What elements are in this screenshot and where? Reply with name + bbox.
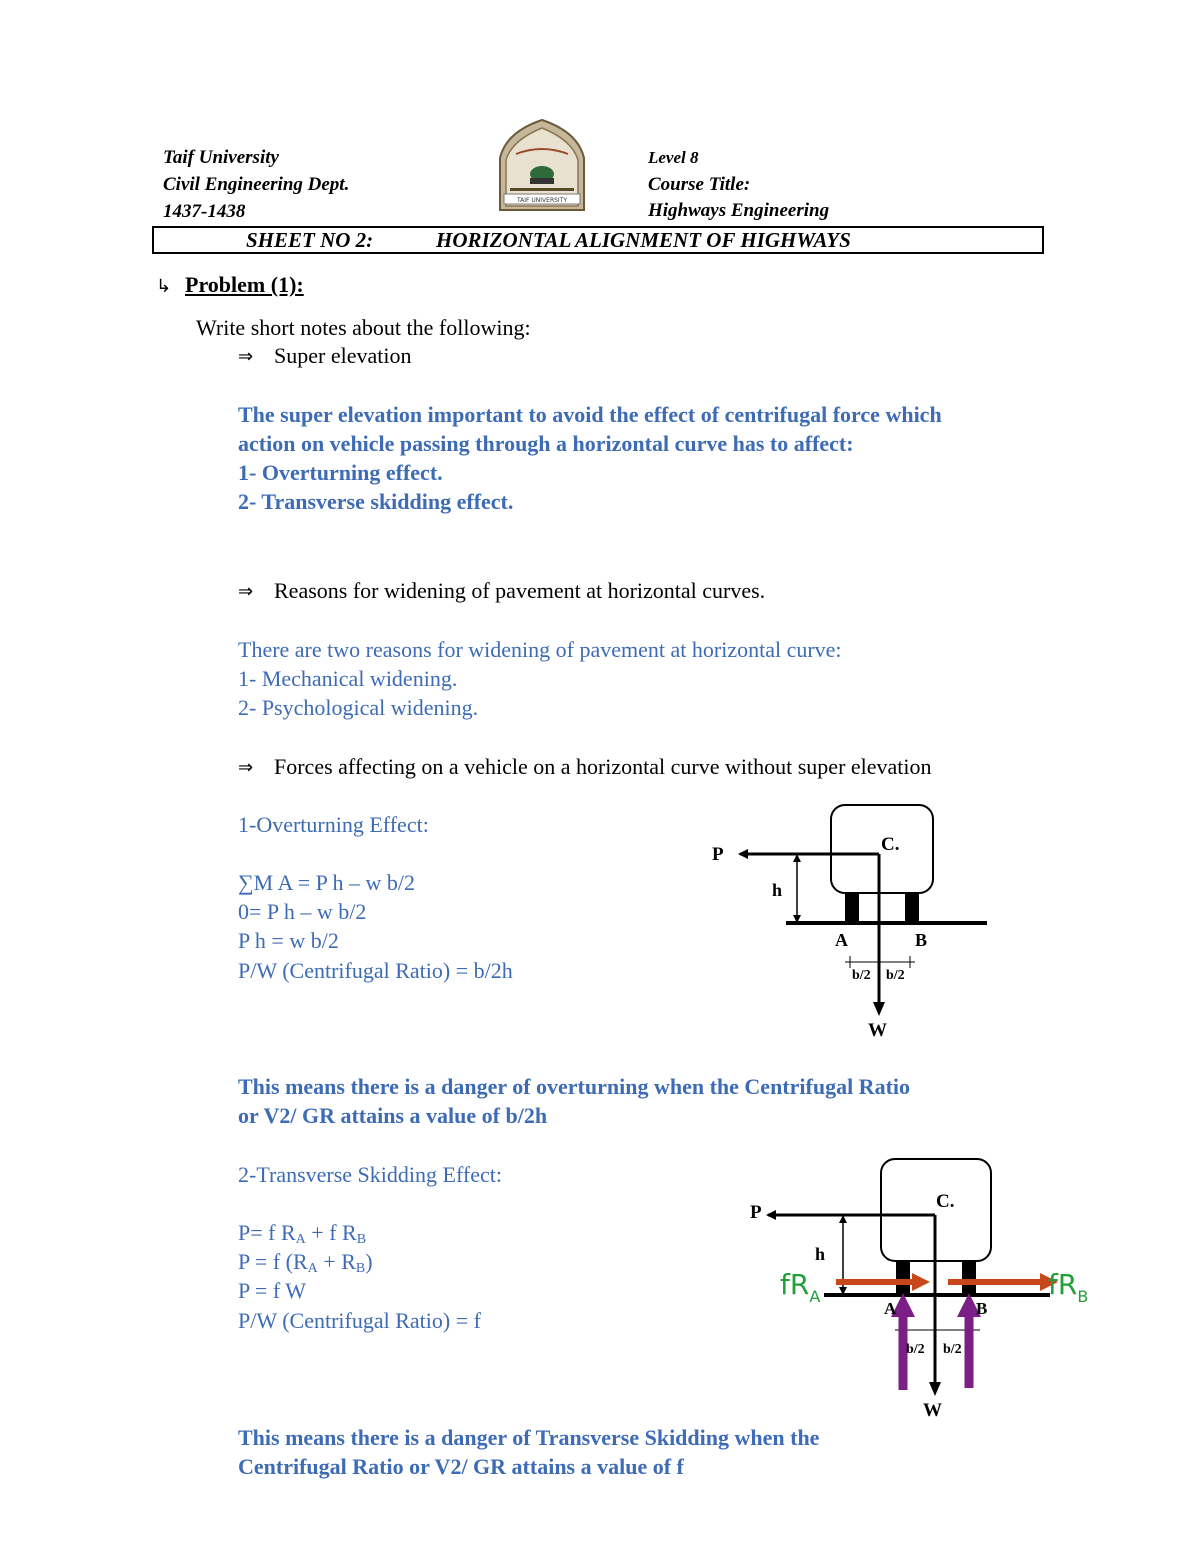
- double-arrow-icon: ⇒: [238, 581, 254, 602]
- label-h: h: [815, 1244, 826, 1264]
- course-title: Highways Engineering: [648, 200, 830, 221]
- label-b2-right: b/2: [886, 968, 905, 983]
- superelevation-item: 2- Transverse skidding effect.: [238, 489, 514, 514]
- bullet-arrow-icon: ↳: [156, 276, 172, 297]
- skidding-conclusion: Centrifugal Ratio or V2/ GR attains a value of f: [238, 1454, 684, 1479]
- course-title-label: Course Title:: [648, 174, 751, 195]
- logo-text: TAIF UNIVERSITY: [516, 197, 568, 204]
- topic-super-elevation: Super elevation: [274, 343, 412, 368]
- overturning-eq3: P h = w b/2: [238, 928, 339, 953]
- label-c: C.: [936, 1191, 955, 1212]
- overturning-conclusion: or V2/ GR attains a value of b/2h: [238, 1103, 548, 1128]
- skidding-eq4: P/W (Centrifugal Ratio) = f: [238, 1308, 481, 1333]
- overturning-title: 1-Overturning Effect:: [238, 812, 429, 837]
- skidding-conclusion: This means there is a danger of Transverse Skidding when the: [238, 1425, 820, 1450]
- wheel-b: [962, 1261, 976, 1295]
- superelevation-line: action on vehicle passing through a horizontal curve has to affect:: [238, 431, 854, 456]
- double-arrow-icon: ⇒: [238, 346, 254, 367]
- double-arrow-icon: ⇒: [238, 757, 254, 778]
- problem-intro: Write short notes about the following:: [196, 315, 531, 340]
- force-w-arrowhead: [929, 1382, 941, 1396]
- label-w: W: [923, 1400, 942, 1421]
- label-b2-left: b/2: [906, 1342, 925, 1357]
- widening-item: 2- Psychological widening.: [238, 695, 479, 720]
- wheel-b: [905, 893, 919, 923]
- label-fra: $fR_A$: [780, 1268, 821, 1306]
- skidding-eq3: P = f W: [238, 1278, 307, 1303]
- topic-widening: Reasons for widening of pavement at horizontal curves.: [274, 578, 766, 603]
- superelevation-item: 1- Overturning effect.: [238, 460, 443, 485]
- superelevation-line: The super elevation important to avoid the effect of centrifugal force which: [238, 402, 942, 427]
- department-name: Civil Engineering Dept.: [163, 174, 350, 195]
- problem-heading: Problem (1):: [185, 272, 304, 297]
- label-c: C.: [881, 834, 900, 855]
- sheet-title: HORIZONTAL ALIGNMENT OF HIGHWAYS: [436, 228, 851, 252]
- widening-item: 1- Mechanical widening.: [238, 666, 458, 691]
- label-h: h: [772, 880, 783, 900]
- label-w: W: [868, 1020, 887, 1041]
- overturning-eq4: P/W (Centrifugal Ratio) = b/2h: [238, 958, 513, 983]
- course-level: Level 8: [648, 148, 699, 167]
- sheet-number: SHEET NO 2:: [246, 228, 374, 252]
- skidding-eq1: P= f $R_A + f$ $R_B$: [238, 1220, 367, 1247]
- label-b2-right: b/2: [943, 1342, 962, 1357]
- force-w-arrowhead: [873, 1002, 885, 1016]
- label-a: A: [835, 930, 848, 950]
- overturning-conclusion: This means there is a danger of overturning when the Centrifugal Ratio: [238, 1074, 911, 1099]
- label-frb: $fR_B$: [1048, 1268, 1089, 1306]
- overturning-eq1: ∑M A = P h – w b/2: [238, 870, 416, 895]
- label-b: B: [976, 1299, 988, 1318]
- topic-forces: Forces affecting on a vehicle on a horizontal curve without super elevation: [274, 754, 932, 779]
- skidding-title: 2-Transverse Skidding Effect:: [238, 1162, 502, 1187]
- wheel-a: [896, 1261, 910, 1295]
- overturning-eq2: 0= P h – w b/2: [238, 899, 367, 924]
- label-a: A: [884, 1299, 897, 1318]
- wheel-a: [845, 893, 859, 923]
- label-b: B: [915, 930, 928, 950]
- widening-line: There are two reasons for widening of pavement at horizontal curve:: [238, 637, 842, 662]
- academic-year: 1437-1438: [163, 201, 246, 222]
- label-p: P: [712, 844, 724, 865]
- overturning-diagram: [700, 796, 1000, 1046]
- label-b2-left: b/2: [852, 968, 871, 983]
- university-name: Taif University: [163, 147, 279, 168]
- skidding-diagram: [740, 1150, 1110, 1425]
- skidding-eq2: P = f $(R_A + R_B)$: [238, 1249, 373, 1276]
- university-logo: [496, 118, 588, 212]
- label-p: P: [750, 1202, 762, 1223]
